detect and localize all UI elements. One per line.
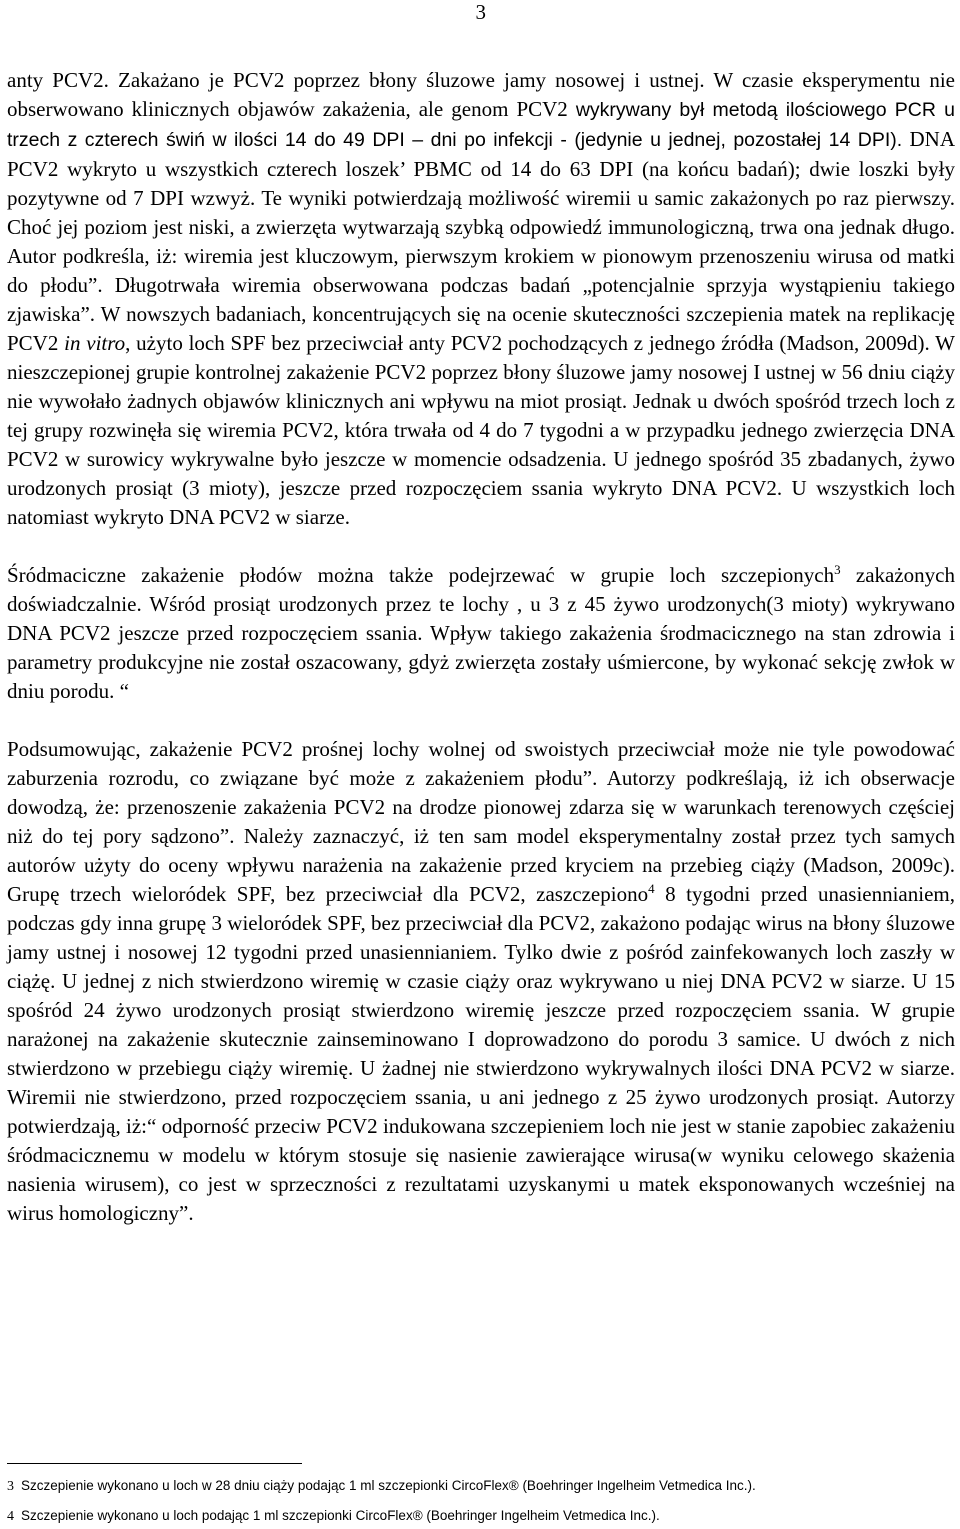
footnote-divider (7, 1463, 302, 1464)
page-number: 3 (475, 0, 486, 24)
document-body (7, 66, 955, 1228)
paragraph-2-text-a: Śródmaciczne zakażenie płodów można także podejrzewać w grupie loch szczepionych (7, 563, 835, 587)
paragraph-2 (7, 561, 955, 706)
italic-in-vitro: in vitro (64, 331, 126, 355)
paragraph-3-text-a: Podsumowując, zakażenie PCV2 prośnej lochy wolnej od swoistych przeciwciał może nie tyle powodować zaburzenia rozrodu, co związane być może z zakażeniem płodu”. Autorzy podkreślają, iż ich obserwacje dowodzą, że: przenoszenie zakażenia PCV2 na drodze pionowej zdarza się w warunkach terenowych częściej niż do tej pory sądzono”. Należy zaznaczyć, iż ten sam model eksperymentalny został przez tych samych autorów użyty do oceny wpływu narażenia na zakażenie przed kryciem na przebieg ciąży (Madson, 2009c). Grupę trzech wieloródek SPF, bez przeciwciał dla PCV2, zaszczepiono (7, 737, 955, 906)
paragraph-3 (7, 735, 955, 1228)
paragraph-1 (7, 66, 955, 532)
footnote-ref-4: 4 (648, 881, 655, 896)
paragraph-1-text-a: anty PCV2. Zakażano je PCV2 poprzez błony śluzowe jamy nosowej i ustnej. W czasie eksperymentu nie obserwowano klinicznych objawów zakażenia, ale genom PCV2 (7, 68, 955, 121)
footnote-text: Szczepienie wykonano u loch w 28 dniu ciąży podając 1 ml szczepionki CircoFlex® (Boehringer Ingelheim Vetmedica Inc.). (21, 1478, 756, 1493)
paragraph-2-text-b: zakażonych doświadczalnie. Wśród prosiąt urodzonych przez te lochy , u 3 z 45 żywo urodzonych(3 mioty) wykrywano DNA PCV2 jeszcze przed rozpoczęciem ssania. Wpływ takiego zakażenia środmacicznego na stan zdrowia i parametry produkcyjne nie został oszacowany, gdyż zwierzęta zostały uśmiercone, by wykonać sekcję zwłok w dniu porodu. “ (7, 563, 956, 703)
paragraph-3-text-b: 8 tygodni przed unasiennianiem, podczas gdy inna grupę 3 wieloródek SPF, bez przeciwciał dla PCV2, zakażono podając wirus na błony śluzowe jamy ustnej i nosowej 12 tygodni przed unasiennianiem. Tylko dwie z pośród zainfekowanych loch zaszły w ciążę. U jednej z nich stwierdzono wiremię w czasie ciąży oraz wykrywano u niej DNA PCV2 w siarze. U 15 spośród 24 żywo urodzonych prosiąt stwierdzono wiremię jeszcze przed rozpoczęciem ssania. W grupie narażonej na zakażenie skutecznie zainseminowano I doprowadzono do porodu 3 samice. U dwóch z nich stwierdzono w przebiegu ciąży wiremię. U żadnej nie stwierdzono wykrywalnych ilości DNA PCV2 w siarze. Wiremii nie stwierdzono, przed rozpoczęciem ssania, u ani jednego z 25 żywo urodzonych prosiąt. Autorzy potwierdzają, iż:“ odporność przeciw PCV2 indukowana szczepieniem loch nie jest w stanie zapobiec zakażeniu śródmacicznemu w modelu w którym stosuje się nasienie zawierające wirusa(w wyniku celowego skażenia nasienia wirusem), co jest w sprzeczności z rezultatami uzyskanymi u matek eksponowanych wcześniej na wirus homologiczny”. (7, 882, 955, 1225)
footnote-4 (7, 1507, 660, 1526)
footnote-3 (7, 1477, 756, 1496)
paragraph-1-text-e: , użyto loch SPF bez przeciwciał anty PCV2 pochodzących z jednego źródła (Madson, 2009d). W nieszczepionej grupie kontrolnej zakażenie PCV2 poprzez błony śluzowe jamy nosowej I ustnej w 56 dniu ciąży nie wywołało żadnych objawów klinicznych ani wpływu na miot prosiąt. Jednak u dwóch spośród trzech loch z tej grupy rozwinęła się wiremia PCV2, która trwała od 4 do 7 tygodni a w przypadku jednego zwierzęcia DNA PCV2 w surowicy wykrywalne było jeszcze w momencie odsadzenia. U jednego spośród 35 zbadanych, żywo urodzonych prosiąt (3 mioty), jeszcze przed rozpoczęciem ssania wykryto DNA PCV2. U wszystkich loch natomiast wykryto DNA PCV2 w siarze. (7, 331, 955, 529)
footnote-text: Szczepienie wykonano u loch podając 1 ml szczepionki CircoFlex® (Boehringer Ingelheim Vetmedica Inc.). (21, 1508, 660, 1523)
footnote-mark: 4 (7, 1509, 14, 1524)
footnote-mark: 3 (7, 1479, 14, 1494)
paragraph-1-text-sans: wykrywany był metodą ilościowego PCR u trzech z czterech świń w ilości 14 do 49 DPI – dni po infekcji - (jedynie u jednej, pozostałej 14 DPI). (7, 99, 955, 151)
paragraph-1-text-c: DNA PCV2 wykryto u wszystkich czterech loszek’ PBMC od 14 do 63 DPI (na końcu badań); dwie loszki były pozytywne od 7 DPI wzwyż. Te wyniki potwierdzają możliwość wiremii u samic zakażonych po raz pierwszy. Choć jej poziom jest niski, a zwierzęta wytwarzają szybką odpowiedź immunologiczną, trwa ona jednak długo. Autor podkreśla, iż: wiremia jest kluczowym, pierwszym krokiem w pionowym przenoszeniu wirusa od matki do płodu”. Długotrwała wiremia obserwowana podczas badań „potencjalnie sprzyja wystąpieniu takiego zjawiska”. W nowszych badaniach, koncentrujących się na ocenie skuteczności szczepienia matek na replikację PCV2 (7, 127, 956, 355)
footnote-ref-3: 3 (834, 562, 841, 577)
